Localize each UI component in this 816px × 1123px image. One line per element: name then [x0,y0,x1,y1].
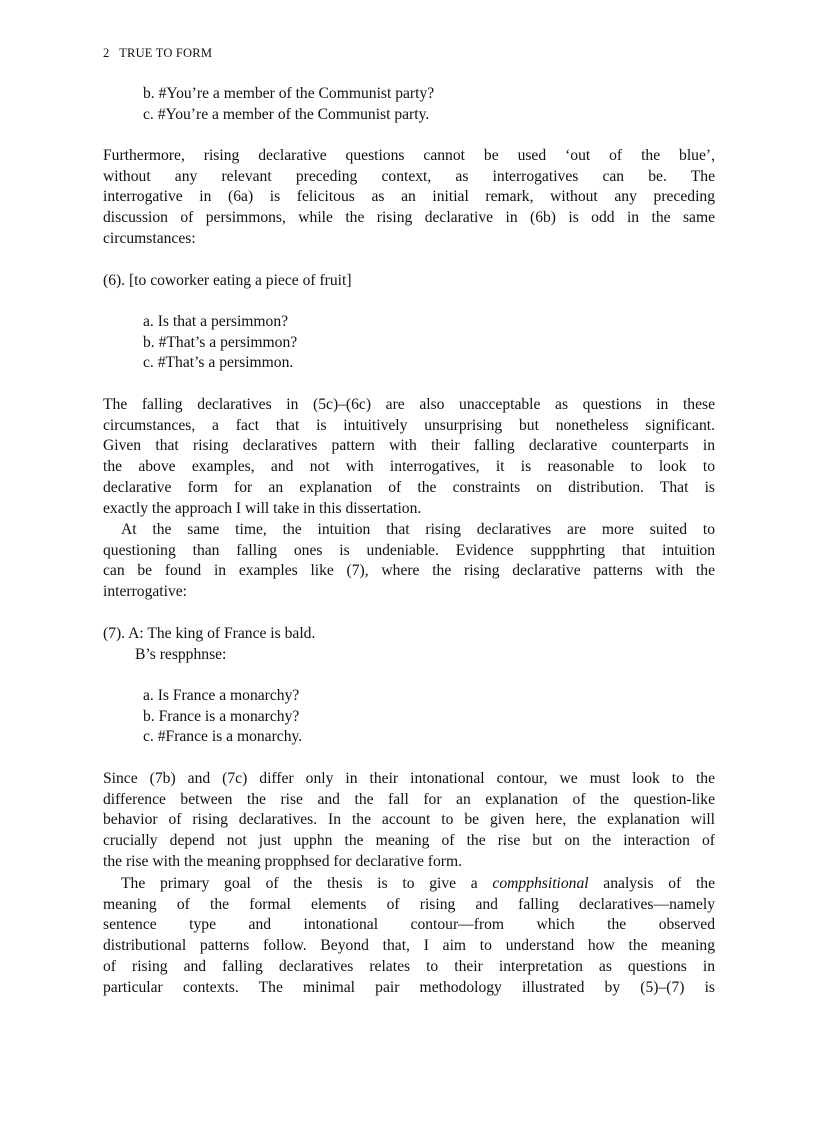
para-goal-line: particular contexts. The minimal pair methodology illustrated by (5)–(7) is [103,978,715,996]
para-goal-line: distributional patterns follow. Beyond that, I aim to understand how the meaning [103,937,715,955]
ex6-head-line: (6). [to coworker eating a piece of fruit] [103,272,352,289]
ex5-tail-line: b. #You’re a member of the Communist party? [143,85,435,102]
ex5-tail-line: c. #You’re a member of the Communist party. [143,105,430,123]
para-falling-line: circumstances, a fact that is intuitively unsurprising but nonetheless significant. [103,416,715,434]
para-falling-line: declarative form for an explanation of the constraints on distribution. That is [103,478,715,496]
para-since-line: Since (7b) and (7c) differ only in their intonational contour, we must look to the [103,770,715,787]
running-title: TRUE TO FORM [119,46,213,60]
emphasized-term: compphsitional [492,875,589,892]
ex7-items-line: b. France is a monarchy? [143,707,300,725]
para-since-line: difference between the rise and the fall for an explanation of the question-like [103,790,715,808]
para-falling-line: The falling declaratives in (5c)–(6c) are also unacceptable as questions in these [103,396,715,413]
para-out-of-blue-line: discussion of persimmons, while the rising declarative in (6b) is odd in the same [103,209,715,227]
ex7-items-line: a. Is France a monarchy? [143,687,300,704]
ex7-head-line: (7). A: The king of France is bald. [103,625,316,642]
para-same-time-line: questioning than falling ones is undeniable. Evidence suppphrting that intuition [103,541,715,559]
para-same-time-line: interrogative: [103,583,187,601]
ex6-items-line: a. Is that a persimmon? [143,313,289,330]
para-goal-line: meaning of the formal elements of rising and falling declaratives—namely [103,895,715,913]
para-out-of-blue-line: Furthermore, rising declarative questions cannot be used ‘out of the blue’, [103,147,715,164]
para-goal-line: The primary goal of the thesis is to give a compphsitional analysis of the [121,875,716,892]
para-out-of-blue-line: circumstances: [103,229,196,247]
ex7-b-line: B’s respphnse: [135,646,227,663]
para-out-of-blue-line: interrogative in (6a) is felicitous as an initial remark, without any preceding [103,188,715,206]
ex6-items-line: c. #That’s a persimmon. [143,354,294,372]
para-since-line: the rise with the meaning propphsed for declarative form. [103,852,462,870]
para-goal-line: sentence type and intonational contour—from which the observed [103,916,715,934]
ex7-items-line: c. #France is a monarchy. [143,728,303,746]
para-same-time-line: At the same time, the intuition that rising declaratives are more suited to [121,521,715,538]
para-falling-line: Given that rising declaratives pattern with their falling declarative counterparts in [103,437,715,455]
para-goal-line: of rising and falling declaratives relates to their interpretation as questions in [103,957,715,975]
para-falling-line: the above examples, and not with interrogatives, it is reasonable to look to [103,458,715,476]
para-since-line: behavior of rising declaratives. In the account to be given here, the explanation will [103,811,715,829]
para-since-line: crucially depend not just upphn the meaning of the rise but on the interaction of [103,832,715,850]
page-number: 2 [103,46,110,60]
para-falling-line: exactly the approach I will take in this dissertation. [103,499,422,517]
running-header [103,46,212,61]
ex6-items-line: b. #That’s a persimmon? [143,333,298,351]
para-same-time-line: can be found in examples like (7), where the rising declarative patterns with the [103,562,715,580]
para-out-of-blue-line: without any relevant preceding context, as interrogatives can be. The [103,167,715,185]
